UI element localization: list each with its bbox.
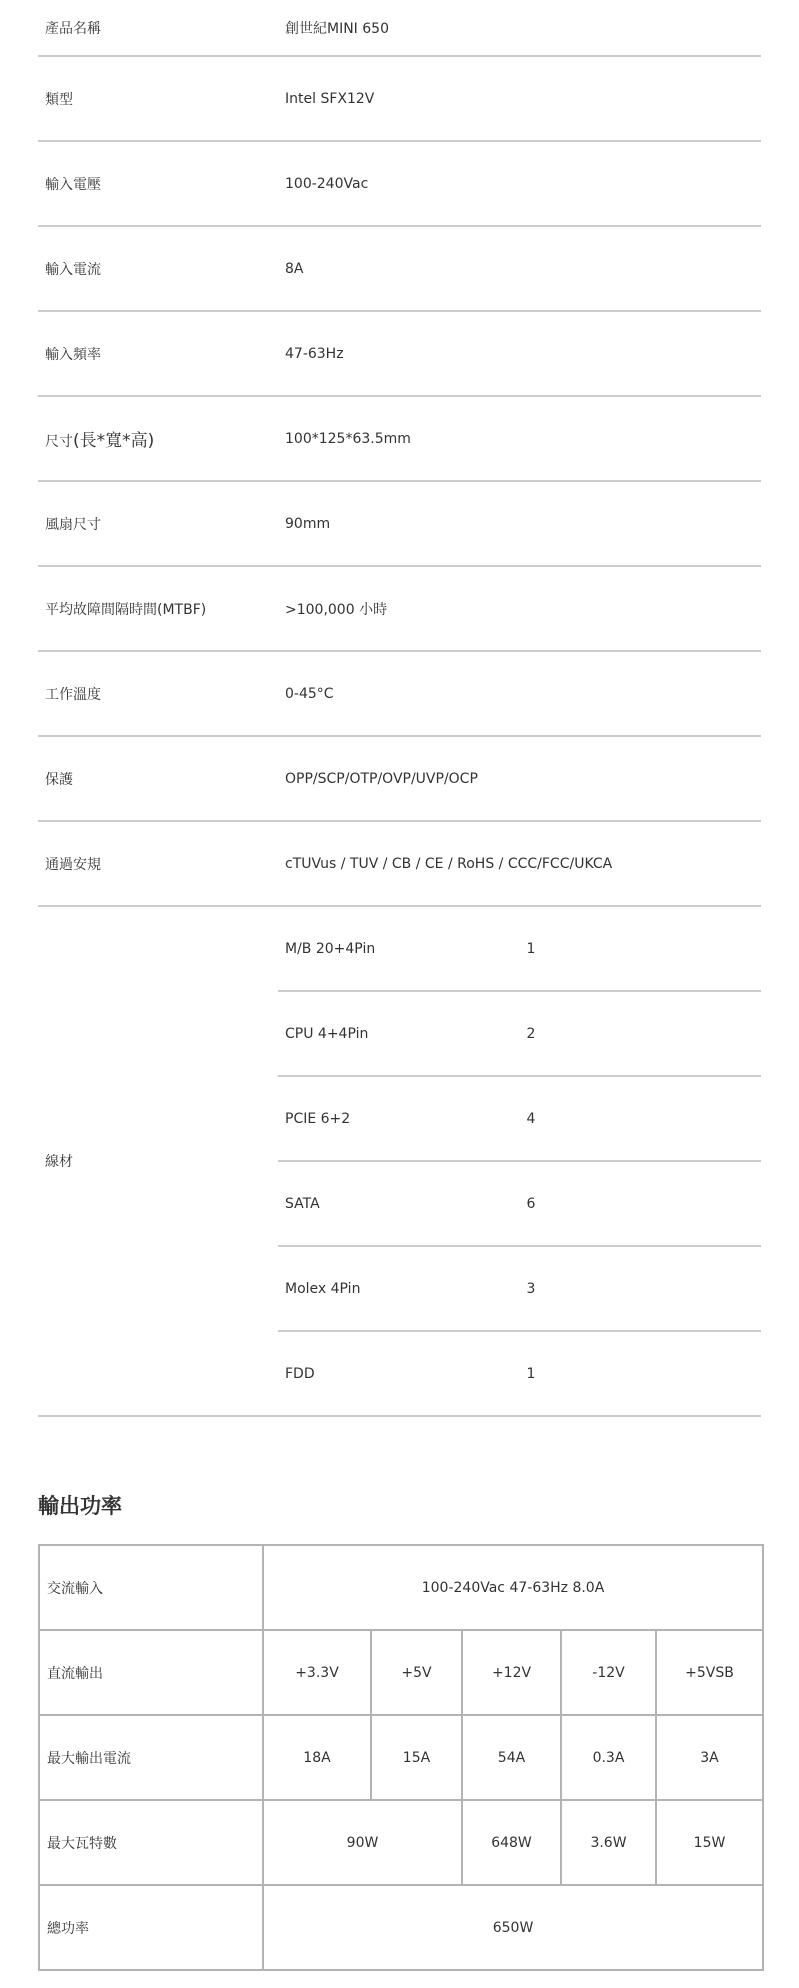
dc-output-row bbox=[39, 1630, 763, 1715]
spec-row-input-current bbox=[38, 226, 761, 311]
ac-input-label: 交流輸入 bbox=[39, 1545, 263, 1630]
watt-cell: 648W bbox=[462, 1800, 561, 1885]
cable-label: 線材 bbox=[38, 906, 278, 1416]
spec-label: 保護 bbox=[38, 736, 278, 821]
spec-value: 90mm bbox=[278, 481, 761, 566]
spec-row-operating-temp bbox=[38, 651, 761, 736]
spec-label-prefix: 尺寸 bbox=[45, 434, 73, 450]
spec-row-certifications bbox=[38, 821, 761, 906]
output-power-title: 輸出功率 bbox=[38, 1494, 122, 1518]
cable-name: M/B 20+4Pin bbox=[278, 906, 520, 991]
cable-row bbox=[38, 906, 761, 991]
cable-count: 1 bbox=[520, 906, 762, 991]
rail-cell: -12V bbox=[561, 1630, 656, 1715]
ac-input-row bbox=[39, 1545, 763, 1630]
spec-label: 產品名稱 bbox=[38, 0, 278, 56]
total-power-row bbox=[39, 1885, 763, 1970]
cable-name: Molex 4Pin bbox=[278, 1246, 520, 1331]
cable-count: 4 bbox=[520, 1076, 762, 1161]
spec-row-dimensions bbox=[38, 396, 761, 481]
spec-value: Intel SFX12V bbox=[278, 56, 761, 141]
cable-count: 2 bbox=[520, 991, 762, 1076]
spec-value: 100*125*63.5mm bbox=[278, 396, 761, 481]
cable-name: PCIE 6+2 bbox=[278, 1076, 520, 1161]
spec-row-fan-size bbox=[38, 481, 761, 566]
cable-name: CPU 4+4Pin bbox=[278, 991, 520, 1076]
spec-table bbox=[38, 0, 761, 1417]
spec-label: 工作溫度 bbox=[38, 651, 278, 736]
spec-label: 輸入頻率 bbox=[38, 311, 278, 396]
watt-cell: 90W bbox=[263, 1800, 462, 1885]
spec-row-protection bbox=[38, 736, 761, 821]
spec-label: 風扇尺寸 bbox=[38, 481, 278, 566]
spec-value: OPP/SCP/OTP/OVP/UVP/OCP bbox=[278, 736, 761, 821]
dc-output-label: 直流輸出 bbox=[39, 1630, 263, 1715]
spec-label: 通過安規 bbox=[38, 821, 278, 906]
max-watt-label: 最大瓦特數 bbox=[39, 1800, 263, 1885]
watt-cell: 15W bbox=[656, 1800, 763, 1885]
rail-cell: +5V bbox=[371, 1630, 462, 1715]
spec-row-input-frequency bbox=[38, 311, 761, 396]
spec-label: 輸入電流 bbox=[38, 226, 278, 311]
cable-count: 6 bbox=[520, 1161, 762, 1246]
total-power-label: 總功率 bbox=[39, 1885, 263, 1970]
spec-value: 8A bbox=[278, 226, 761, 311]
spec-value: 100-240Vac bbox=[278, 141, 761, 226]
spec-value: >100,000 小時 bbox=[278, 566, 761, 651]
spec-label: 輸入電壓 bbox=[38, 141, 278, 226]
total-power-value: 650W bbox=[263, 1885, 763, 1970]
cable-count: 3 bbox=[520, 1246, 762, 1331]
current-cell: 0.3A bbox=[561, 1715, 656, 1800]
cable-name: FDD bbox=[278, 1331, 520, 1416]
spec-value: 0-45°C bbox=[278, 651, 761, 736]
spec-row-type bbox=[38, 56, 761, 141]
spec-label bbox=[38, 396, 278, 481]
spec-value: 47-63Hz bbox=[278, 311, 761, 396]
max-current-label: 最大輸出電流 bbox=[39, 1715, 263, 1800]
cable-name: SATA bbox=[278, 1161, 520, 1246]
spec-value: cTUVus / TUV / CB / CE / RoHS / CCC/FCC/UKCA bbox=[278, 821, 761, 906]
rail-cell: +5VSB bbox=[656, 1630, 763, 1715]
rail-cell: +3.3V bbox=[263, 1630, 371, 1715]
spec-label-dimensions: (長*寬*高) bbox=[73, 431, 155, 451]
spec-label: 平均故障間隔時間(MTBF) bbox=[38, 566, 278, 651]
current-cell: 15A bbox=[371, 1715, 462, 1800]
current-cell: 54A bbox=[462, 1715, 561, 1800]
output-power-table bbox=[38, 1544, 764, 1971]
spec-row-mtbf bbox=[38, 566, 761, 651]
ac-input-value: 100-240Vac 47-63Hz 8.0A bbox=[263, 1545, 763, 1630]
current-cell: 18A bbox=[263, 1715, 371, 1800]
watt-cell: 3.6W bbox=[561, 1800, 656, 1885]
current-cell: 3A bbox=[656, 1715, 763, 1800]
spec-row-product-name bbox=[38, 0, 761, 56]
spec-row-input-voltage bbox=[38, 141, 761, 226]
max-current-row bbox=[39, 1715, 763, 1800]
cable-count: 1 bbox=[520, 1331, 762, 1416]
spec-label: 類型 bbox=[38, 56, 278, 141]
spec-value: 創世紀MINI 650 bbox=[278, 0, 761, 56]
max-watt-row bbox=[39, 1800, 763, 1885]
rail-cell: +12V bbox=[462, 1630, 561, 1715]
